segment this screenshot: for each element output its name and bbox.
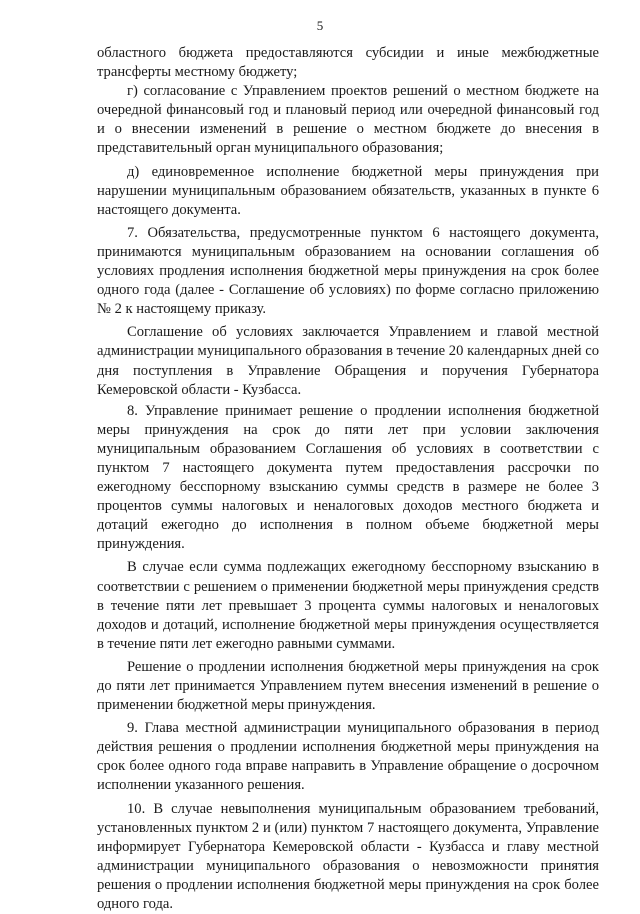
paragraph-point-8: 8. Управление принимает решение о продлении исполнения бюджетной меры принуждения на срок до пяти лет при условии заключения муниципальным образованием Соглашения об условиях в соответствии с пунктом 7 настоящего документа путем предоставления рассрочки по ежегодному бесспорному взысканию суммы средств в размере не более 3 процентов суммы налоговых и неналоговых доходов местного бюджета и дотаций ежегодно до исполнения в полном объеме бюджетной меры принуждения. xyxy=(97,402,599,553)
document-body xyxy=(97,44,599,914)
paragraph-continuation: областного бюджета предоставляются субсидии и иные межбюджетные трансферты местному бюджету; xyxy=(97,45,599,81)
paragraph-agreement: Соглашение об условиях заключается Управлением и главой местной администрации муниципального образования в течение 20 календарных дней со дня поступления в Управление Обращения и поручения Губернатора Кемеровской области - Кузбасса. xyxy=(97,324,599,398)
page-number: 5 xyxy=(316,18,324,33)
paragraph-point-10: 10. В случае невыполнения муниципальным образованием требований, установленных пунктом 2 и (или) пунктом 7 настоящего документа, Управление информирует Губернатора Кемеровской области - Кузбасса и главу местной администрации муниципального образования о невозможности принятия решения о продлении исполнения бюджетной меры принуждения на срок более одного года. xyxy=(97,800,599,913)
paragraph-item-g: г) согласование с Управлением проектов решений о местном бюджете на очередной финансовый год и плановый период или очередной финансовый год и о внесении изменений в решение о местном бюджете до внесения в представительный орган муниципального образования; xyxy=(97,83,599,157)
paragraph-exceeds-case: В случае если сумма подлежащих ежегодному бесспорному взысканию в соответствии с решением о применении бюджетной меры принуждения средств в течение пяти лет превышает 3 процента суммы налоговых и неналоговых доходов и дотаций, исполнение бюджетной меры принуждения осуществляется в течение пяти лет ежегодно равными суммами. xyxy=(97,559,599,652)
paragraph-extension-decision: Решение о продлении исполнения бюджетной меры принуждения на срок до пяти лет принимается Управлением путем внесения изменений в решение о применении бюджетной меры принуждения. xyxy=(97,658,599,714)
paragraph-item-d: д) единовременное исполнение бюджетной меры принуждения при нарушении муниципальным образованием обязательств, указанных в пункте 6 настоящего документа. xyxy=(97,163,599,218)
paragraph-point-9: 9. Глава местной администрации муниципального образования в период действия решения о продлении исполнения бюджетной меры принуждения на срок более одного года вправе направить в Управление обращение о досрочном исполнении указанного решения. xyxy=(97,720,599,794)
paragraph-point-7: 7. Обязательства, предусмотренные пунктом 6 настоящего документа, принимаются муниципальным образованием на основании соглашения об условиях продления исполнения бюджетной меры принуждения на срок более одного года (далее - Соглашение об условиях) по форме согласно приложению № 2 к настоящему приказу. xyxy=(97,224,599,318)
